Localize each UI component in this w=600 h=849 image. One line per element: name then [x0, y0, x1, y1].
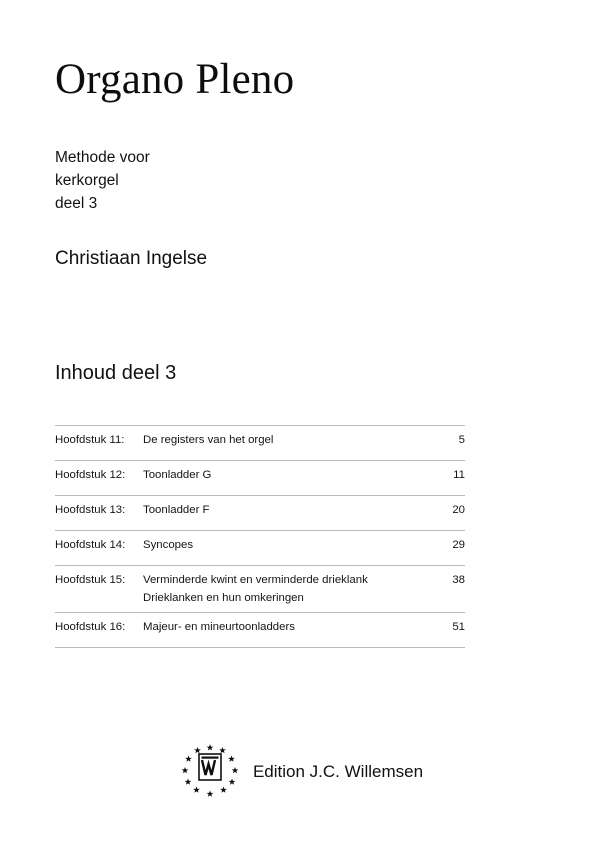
toc-entry-page: 38 — [452, 574, 465, 586]
toc-entry-title-main: Verminderde kwint en verminderde drieklank — [143, 574, 368, 586]
toc-entry[interactable] — [55, 566, 465, 613]
table-of-contents — [55, 425, 465, 648]
willemsen-stars-logo-icon — [177, 742, 243, 802]
toc-entry-page: 5 — [458, 434, 465, 446]
subtitle-block — [55, 146, 150, 215]
toc-entry-page: 11 — [453, 469, 465, 481]
toc-entry-title: De registers van het orgel — [143, 434, 274, 446]
publisher-block — [0, 742, 600, 802]
toc-entry-page: 20 — [452, 504, 465, 516]
toc-entry[interactable] — [55, 531, 465, 566]
toc-entry-title: Toonladder G — [143, 469, 212, 481]
toc-entry-title: Syncopes — [143, 539, 194, 551]
toc-entry-label: Hoofdstuk 12: — [55, 469, 126, 481]
toc-entry-label: Hoofdstuk 11: — [55, 434, 125, 446]
subtitle-line-1: Methode voor — [55, 149, 150, 166]
author-name: Christiaan Ingelse — [55, 248, 208, 269]
contents-heading: Inhoud deel 3 — [55, 362, 177, 384]
toc-entry-label: Hoofdstuk 14: — [55, 539, 126, 551]
publisher-name: Edition J.C. Willemsen — [252, 762, 424, 781]
toc-entry[interactable] — [55, 461, 465, 496]
toc-entry-label: Hoofdstuk 13: — [55, 504, 126, 516]
toc-entry-title: Majeur- en mineurtoonladders — [143, 621, 295, 633]
page-title: Organo Pleno — [55, 56, 295, 103]
toc-entry-title — [143, 574, 413, 604]
toc-entry-label: Hoofdstuk 15: — [55, 574, 126, 586]
toc-entry[interactable] — [55, 425, 465, 461]
toc-entry[interactable] — [55, 613, 465, 648]
toc-entry-label: Hoofdstuk 16: — [55, 621, 126, 633]
toc-entry[interactable] — [55, 496, 465, 531]
toc-entry-page: 51 — [452, 621, 465, 633]
subtitle-line-2: kerkorgel — [55, 172, 119, 189]
toc-entry-subtitle: Drieklanken en hun omkeringen — [143, 592, 304, 604]
subtitle-line-3: deel 3 — [55, 195, 98, 212]
toc-entry-title: Toonladder F — [143, 504, 210, 516]
toc-entry-page: 29 — [452, 539, 465, 551]
